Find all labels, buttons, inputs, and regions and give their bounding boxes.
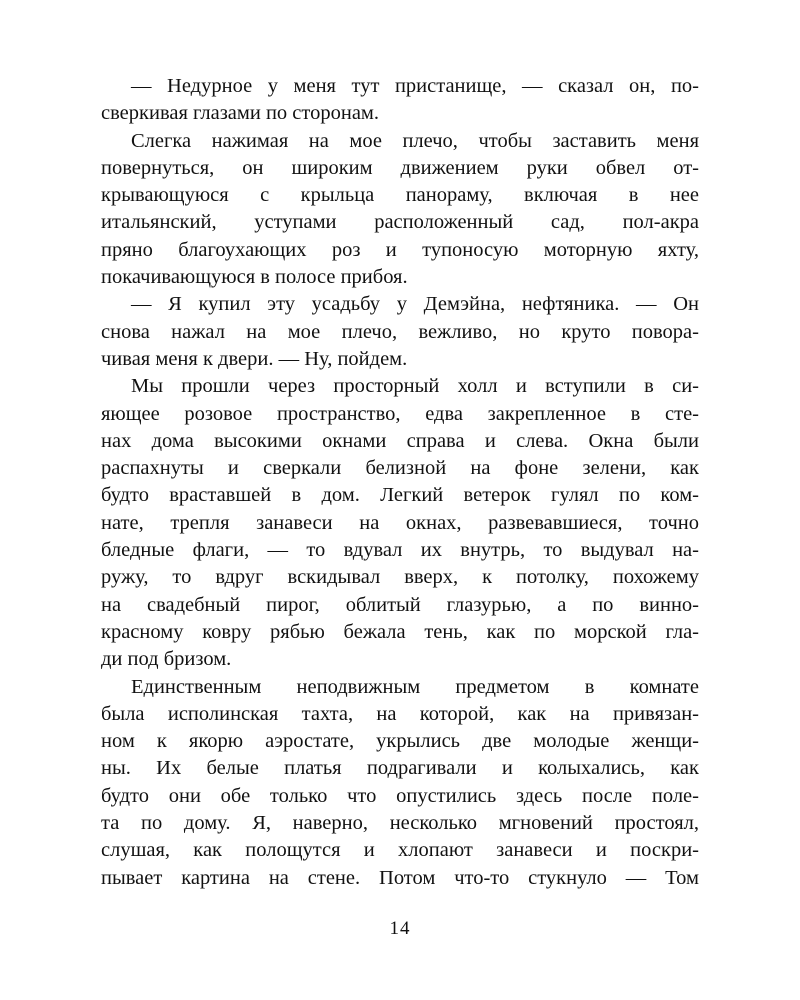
text-line: Единственным неподвижным предметом в комнате (131, 675, 699, 698)
text-line: ружу, то вдруг вскидывал вверх, к потолку, похожему (101, 566, 699, 589)
text-line: — Недурное у меня тут пристанище, — сказал он, по- (131, 75, 699, 97)
text-line: — Я купил эту усадьбу у Демэйна, нефтяника. — Он (131, 293, 699, 316)
text-line: красному ковру рябью бежала тень, как по морской гла- (101, 620, 699, 643)
text-line: пряно благоухающих роз и тупоносую моторную яхту, (101, 238, 699, 261)
text-line: ди под бризом. (101, 648, 232, 671)
text-line: снова нажал на мое плечо, вежливо, но круто повора- (101, 320, 699, 343)
text-line: нах дома высокими окнами справа и слева. Окна были (101, 429, 699, 452)
text-line: сверкивая глазами по сторонам. (101, 102, 380, 125)
text-line: Слегка нажимая на мое плечо, чтобы заставить меня (131, 129, 699, 152)
text-line: итальянский, уступами расположенный сад, пол-акра (101, 211, 699, 234)
text-line: ны. Их белые платья подрагивали и колыхались, как (101, 757, 699, 780)
text-line: бледные флаги, — то вдувал их внутрь, то выдувал на- (101, 539, 699, 562)
text-line: на свадебный пирог, облитый глазурью, а по винно- (101, 593, 699, 616)
text-line: распахнуты и сверкали белизной на фоне зелени, как (101, 457, 699, 480)
text-line: была исполинская тахта, на которой, как на привязан- (101, 702, 699, 725)
text-line: ном к якорю аэростате, укрылись две молодые женщи- (101, 730, 699, 753)
text-line: пывает картина на стене. Потом что-то стукнуло — Том (101, 866, 699, 889)
text-line: покачивающуюся в полосе прибоя. (101, 266, 408, 289)
text-line: та по дому. Я, наверно, несколько мгновений простоял, (101, 812, 699, 835)
text-line: будто враставшей в дом. Легкий ветерок гулял по ком- (101, 484, 699, 507)
text-line: крывающуюся с крыльца панораму, включая в нее (101, 184, 699, 207)
text-line: нате, трепля занавеси на окнах, развевавшиеся, точно (101, 511, 699, 534)
text-line: яющее розовое пространство, едва закрепленное в сте- (101, 402, 699, 425)
page-number: 14 (389, 918, 411, 939)
text-line: Мы прошли через просторный холл и вступили в си- (131, 375, 699, 398)
body-text (101, 73, 699, 892)
text-line: повернуться, он широким движением руки обвел от- (101, 156, 699, 179)
text-line: будто они обе только что опустились здесь после поле- (101, 784, 699, 807)
text-line: слушая, как полощутся и хлопают занавеси и поскри- (101, 839, 699, 862)
text-line: чивая меня к двери. — Ну, пойдем. (101, 347, 408, 370)
